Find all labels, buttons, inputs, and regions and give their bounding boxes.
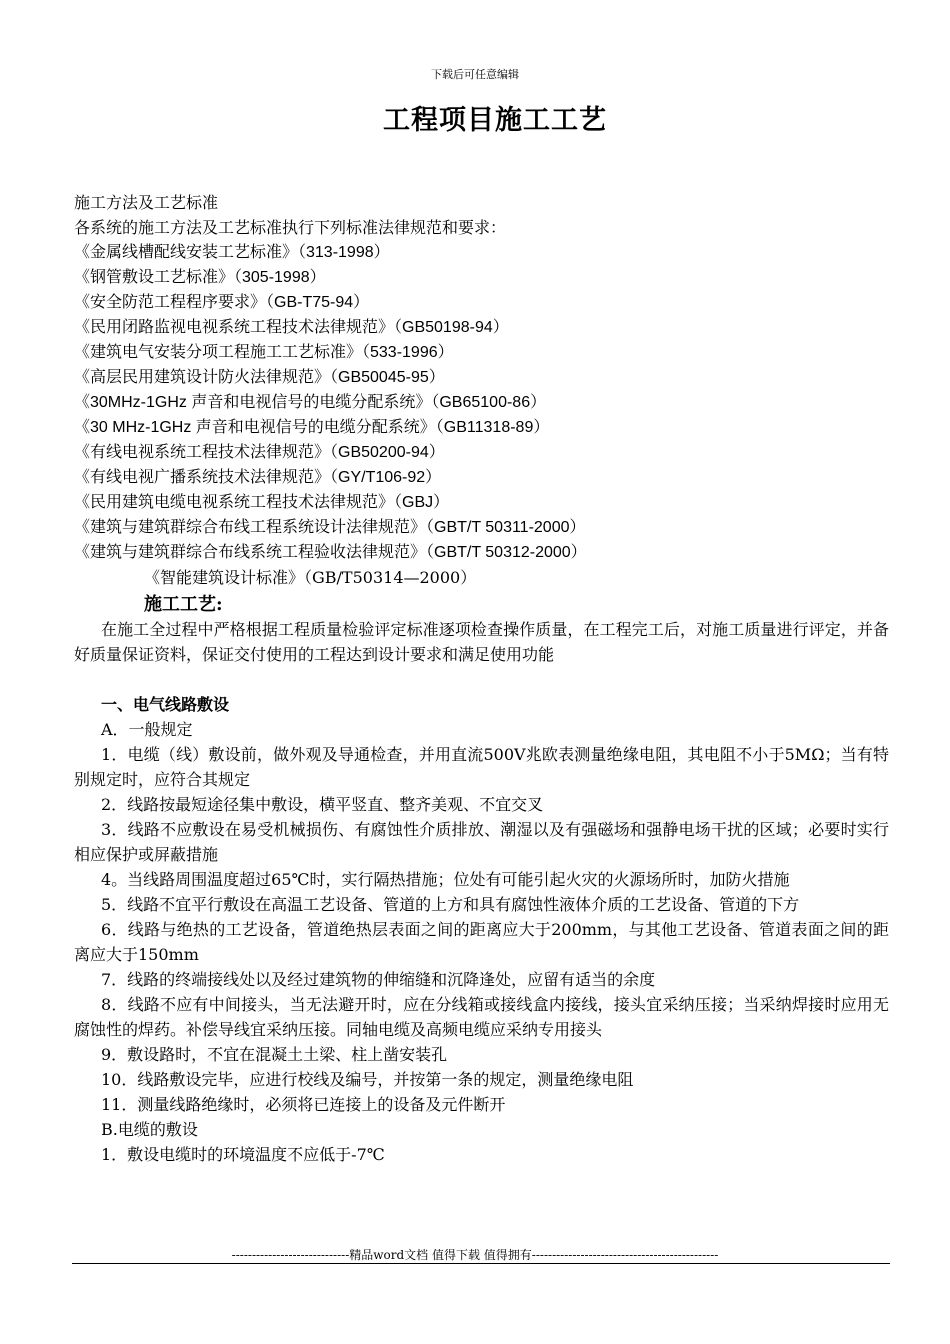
process-paragraph: 在施工全过程中严格根据工程质量检验评定标准逐项检查操作质量，在工程完工后，对施工质量进行评定，并备好质量保证资料，保证交付使用的工程达到设计要求和满足使用功能 bbox=[74, 620, 889, 664]
standard-item: 《钢管敷设工艺标准》（305-1998） bbox=[74, 269, 326, 286]
smart-building-standard: 《智能建筑设计标准》（GB/T50314—2000） bbox=[144, 568, 477, 587]
standard-item: 《有线电视广播系统技术法律规范》（GY/T106-92） bbox=[74, 469, 442, 486]
list-item: 1．电缆（线）敷设前，做外观及导通检查，并用直流500V兆欧表测量绝缘电阻，其电阻不小于5MΩ；当有特别规定时，应符合其规定 bbox=[74, 745, 889, 789]
list-item: 1．敷设电缆时的环境温度不应低于-7℃ bbox=[101, 1145, 385, 1164]
standards-list bbox=[74, 240, 889, 565]
process-heading: 施工工艺: bbox=[144, 594, 223, 615]
standard-item: 《有线电视系统工程技术法律规范》（GB50200-94） bbox=[74, 444, 445, 461]
list-item: 3．线路不应敷设在易受机械损伤、有腐蚀性介质排放、潮湿以及有强磁场和强静电场干扰的区域；必要时实行相应保护或屏蔽措施 bbox=[74, 820, 889, 864]
footer-divider bbox=[72, 1263, 890, 1264]
list-item: 10．线路敷设完毕，应进行校线及编号，并按第一条的规定，测量绝缘电阻 bbox=[101, 1070, 634, 1089]
list-item: 6．线路与绝热的工艺设备，管道绝热层表面之间的距离应大于200mm，与其他工艺设备、管道表面之间的距离应大于150mm bbox=[74, 920, 889, 964]
part-a-heading: A．一般规定 bbox=[101, 720, 193, 739]
document-title: 工程项目施工工艺 bbox=[383, 105, 607, 136]
list-item: 5．线路不宜平行敷设在高温工艺设备、管道的上方和具有腐蚀性液体介质的工艺设备、管道的下方 bbox=[101, 895, 800, 914]
standard-item: 《民用建筑电缆电视系统工程技术法律规范》（GBJ） bbox=[74, 494, 450, 511]
footer-note: -----------------------------精品word文档 值得下载 值得拥有---------------------------------------------- bbox=[231, 1248, 719, 1262]
standard-item: 《建筑与建筑群综合布线系统工程验收法律规范》（GBT/T 50312-2000） bbox=[74, 544, 587, 561]
list-item: 9．敷设路时，不宜在混凝土土梁、柱上凿安装孔 bbox=[101, 1045, 448, 1064]
standard-item: 《30MHz-1GHz 声音和电视信号的电缆分配系统》（GB65100-86） bbox=[74, 394, 547, 411]
list-item: 8．线路不应有中间接头，当无法避开时，应在分线箱或接线盒内接线，接头宜采纳压接；当采纳焊接时应用无腐蚀性的焊药。补偿导线宜采纳压接。同轴电缆及高频电缆应采纳专用接头 bbox=[74, 995, 889, 1039]
standard-item: 《高层民用建筑设计防火法律规范》（GB50045-95） bbox=[74, 369, 445, 386]
header-note: 下载后可任意编辑 bbox=[431, 68, 519, 81]
document-body bbox=[74, 190, 889, 1167]
standard-item: 《安全防范工程程序要求》（GB-T75-94） bbox=[74, 294, 370, 311]
intro-heading: 施工方法及工艺标准 bbox=[74, 193, 219, 212]
section-heading: 一、电气线路敷设 bbox=[101, 695, 230, 714]
list-item: 11．测量线路绝缘时，必须将已连接上的设备及元件断开 bbox=[101, 1095, 506, 1114]
standard-item: 《建筑电气安装分项工程施工工艺标准》（533-1996） bbox=[74, 344, 454, 361]
standard-item: 《金属线槽配线安装工艺标准》（313-1998） bbox=[74, 244, 390, 261]
standard-item: 《建筑与建筑群综合布线工程系统设计法律规范》（GBT/T 50311-2000） bbox=[74, 519, 586, 536]
part-b-heading: B.电缆的敷设 bbox=[101, 1120, 198, 1139]
list-item: 4。当线路周围温度超过65℃时，实行隔热措施；位处有可能引起火灾的火源场所时，加防火措施 bbox=[101, 870, 790, 889]
standard-item: 《民用闭路监视电视系统工程技术法律规范》（GB50198-94） bbox=[74, 319, 509, 336]
standard-item: 《30 MHz-1GHz 声音和电视信号的电缆分配系统》（GB11318-89） bbox=[74, 419, 550, 436]
intro-statement: 各系统的施工方法及工艺标准执行下列标准法律规范和要求： bbox=[74, 218, 507, 237]
list-item: 7．线路的终端接线处以及经过建筑物的伸缩缝和沉降逢处，应留有适当的余度 bbox=[101, 970, 656, 989]
list-item: 2．线路按最短途径集中敷设，横平竖直、整齐美观、不宜交叉 bbox=[101, 795, 544, 814]
